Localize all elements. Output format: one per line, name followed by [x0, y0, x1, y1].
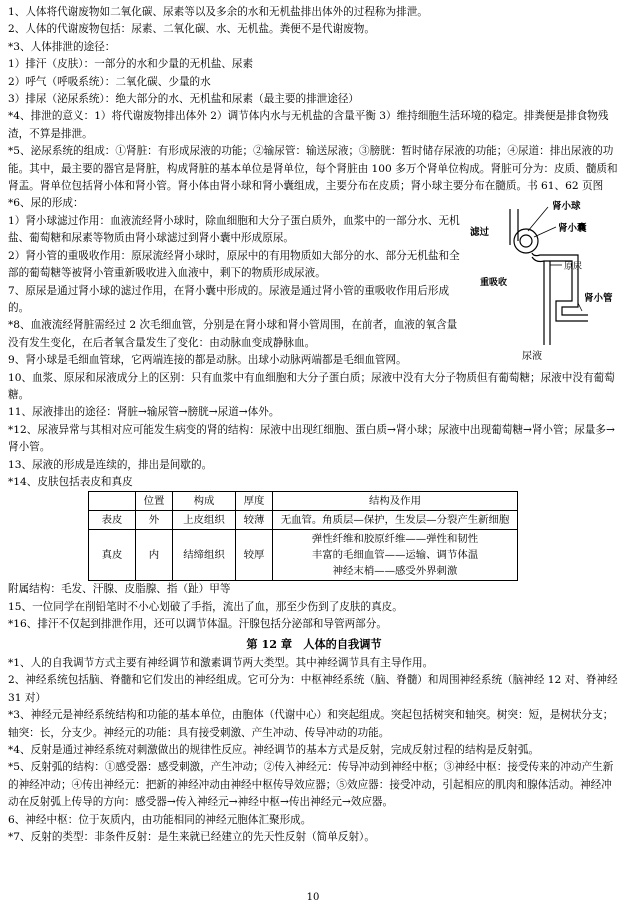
label-primary-urine: 原尿: [564, 262, 583, 272]
table-row: [89, 530, 518, 581]
text-line: *1、人的自我调节方式主要有神经调节和激素调节两大类型。其中神经调节具有主导作用。: [8, 657, 434, 669]
table-header-cell: 构成: [173, 492, 236, 511]
label-tubule: 肾小管: [584, 293, 613, 304]
text-paragraph: *4、反射是通过神经系统对刺激做出的规律性反应。神经调节的基本方式是反射，完成反射过程的结构是反射弧。: [8, 744, 540, 757]
document-page: [8, 4, 620, 846]
page-number: 10: [306, 892, 320, 903]
table-cell-detail: [273, 530, 518, 581]
table-cell: 真皮: [89, 530, 136, 581]
text-line: 11、尿液排出的途径：肾脏→输尿管→膀胱→尿道→体外。: [8, 406, 280, 419]
text-line: 13、尿液的形成是连续的，排出是间歇的。: [8, 458, 213, 471]
skin-structure-table: [88, 491, 518, 581]
table-header-cell: 位置: [136, 492, 173, 511]
text-paragraph: 2、神经系统包括脑、脊髓和它们发出的神经组成。它可分为：中枢神经系统（脑、脊髓）和周围神经系统（脑神经 12 对、脊神经 31 对）: [8, 674, 618, 704]
text-paragraph: *8、血液流经肾脏需经过 2 次毛细血管，分别是在肾小球和肾小管周围，在前者，血液的氧含量没有发生变化，在后者氧含量发生了变化：由动脉血变成静脉血。: [8, 319, 458, 349]
label-capsule: 肾小囊: [558, 223, 587, 234]
table-cell: 较厚: [236, 530, 273, 581]
table-header-cell: 厚度: [236, 492, 273, 511]
text-line: 2）呼气（呼吸系统）：二氧化碳、少量的水: [8, 75, 211, 88]
text-line: 1）排汗（皮肤）：一部分的水和少量的无机盐、尿素: [8, 58, 254, 71]
text-paragraph: 2）肾小管的重吸收作用：原尿流经肾小球时，原尿中的有用物质如大部分的水、部分无机盐和全部的葡萄糖等被肾小管重新吸收进入血液中，剩下的物质形成尿液。: [8, 249, 460, 280]
label-reabsorb: 重吸收: [480, 278, 508, 288]
table-cell: 表皮: [89, 511, 136, 530]
detail-line: 丰富的毛细血管——运输、调节体温: [311, 549, 479, 562]
text-line: 1、人体将代谢废物如二氧化碳、尿素等以及多余的水和无机盐排出体外的过程称为排泄。: [8, 6, 428, 18]
chapter-title: 第 12 章 人体的自我调节: [246, 636, 382, 651]
table-cell: 内: [136, 530, 173, 581]
nephron-diagram: [470, 195, 620, 363]
text-line: 6、神经中枢：位于灰质内，由功能相同的神经元胞体汇聚形成。: [8, 813, 312, 826]
detail-line: 弹性纤维和胶原纤维——弹性和韧性: [311, 533, 479, 546]
section-excretion-intro: [8, 4, 620, 213]
text-line: *16、排汗不仅起到排泄作用，还可以调节体温。汗腺包括分泌部和导管两部分。: [8, 618, 387, 631]
section-self-regulation: [8, 655, 620, 846]
text-line: 15、一位同学在削铅笔时不小心划破了手指，流出了血，那至少伤到了皮肤的真皮。: [8, 600, 403, 613]
text-paragraph: *4、排泄的意义：1）将代谢废物排出体外 2）调节体内水与无机盐的含量平衡 3）维持细胞生活环境的稳定。排粪便是排食物残渣，不算是排泄。: [8, 110, 609, 140]
text-paragraph: 1）肾小球滤过作用：血液流经肾小球时，除血细胞和大分子蛋白质外，血浆中的一部分水、无机盐、葡萄糖和尿素等物质由肾小球滤过到肾小囊中形成原尿。: [8, 214, 460, 245]
label-filter: 滤过: [470, 227, 490, 238]
label-urine: 尿液: [522, 351, 542, 362]
text-line: *7、反射的类型：非条件反射：是生来就已经建立的先天性反射（简单反射）。: [8, 831, 375, 844]
table-header-cell: 结构及作用: [273, 492, 518, 511]
table-cell: 上皮组织: [173, 511, 236, 530]
text-line: 附属结构：毛发、汗腺、皮脂腺、指（趾）甲等: [8, 583, 231, 596]
label-glomerulus: 肾小球: [552, 201, 581, 212]
section-skin-notes: [8, 581, 620, 633]
text-paragraph: *12、尿液异常与其相对应可能发生病变的肾的结构：尿液中出现红细胞、蛋白质→肾小球；尿液中出现葡萄糖→肾小管；尿量多→肾小管。: [8, 423, 615, 454]
text-line: *14、皮肤包括表皮和真皮: [8, 475, 133, 488]
text-line: 3）排尿（泌尿系统）：绝大部分的水、无机盐和尿素（最主要的排泄途径）: [8, 93, 360, 106]
text-line: *3、人体排泄的途径：: [8, 40, 116, 53]
detail-line: 神经末梢——感受外界刺激: [332, 565, 458, 578]
text-paragraph: *5、反射弧的结构：①感受器：感受刺激，产生冲动；②传入神经元：传导冲动到神经中枢；③神经中枢：接受传来的冲动产生新的神经冲动；④传出神经元：把新的神经冲动由神经中枢传导效应器；⑤效应器：接受冲动，引起相应的肌肉和腺体活动。神经冲动在反射弧上传导的方向：感受器→传入神经元→神经中枢→传出神经元→效应器。: [8, 761, 614, 809]
table-cell: 结缔组织: [173, 530, 236, 581]
table-cell: 无血管。角质层—保护，生发层—分裂产生新细胞: [273, 511, 518, 530]
text-paragraph: *3、神经元是神经系统结构和功能的基本单位，由胞体（代谢中心）和突起组成。突起包括树突和轴突。树突：短，是树状分支；轴突：长，分支少。神经元的功能：具有接受刺激、产生冲动、传导冲动的功能。: [8, 709, 614, 739]
table-header-row: [89, 492, 518, 511]
text-line: 2、人体的代谢废物包括：尿素、二氧化碳、水、无机盐。粪便不是代谢废物。: [8, 23, 375, 36]
text-line: *6、尿的形成：: [8, 197, 84, 210]
text-paragraph: 10、血浆、原尿和尿液成分上的区别：只有血浆中有血细胞和大分子蛋白质；尿液中没有大分子物质但有葡萄糖；尿液中没有葡萄糖。: [8, 371, 615, 401]
text-paragraph: *5、泌尿系统的组成：①肾脏：有形成尿液的功能；②输尿管：输送尿液；③膀胱：暂时储存尿液的功能；④尿道：排出尿液的功能。其中，最主要的器官是肾脏，构成肾脏的基本单位是肾单位，每个肾脏由 100 多万个肾单位构成。肾脏可分为：皮质、髓质和肾盂。肾单位包括肾小体和肾小管。肾小体由肾小球和肾小囊组成，主要分布在皮质；肾小球主要分布在髓质。书 61、62 页图: [8, 145, 618, 193]
table-row: [89, 511, 518, 530]
text-line: 9、肾小球是毛细血管球，它两端连接的都是动脉。出球小动脉两端都是毛细血管网。: [8, 354, 407, 367]
text-paragraph: 7、原尿是通过肾小球的滤过作用，在肾小囊中形成的。尿液是通过肾小管的重吸收作用后形成的。: [8, 284, 450, 314]
table-header-cell: [89, 492, 136, 511]
section-kidney-facts: [8, 352, 620, 491]
table-cell: 外: [136, 511, 173, 530]
table-cell: 较薄: [236, 511, 273, 530]
